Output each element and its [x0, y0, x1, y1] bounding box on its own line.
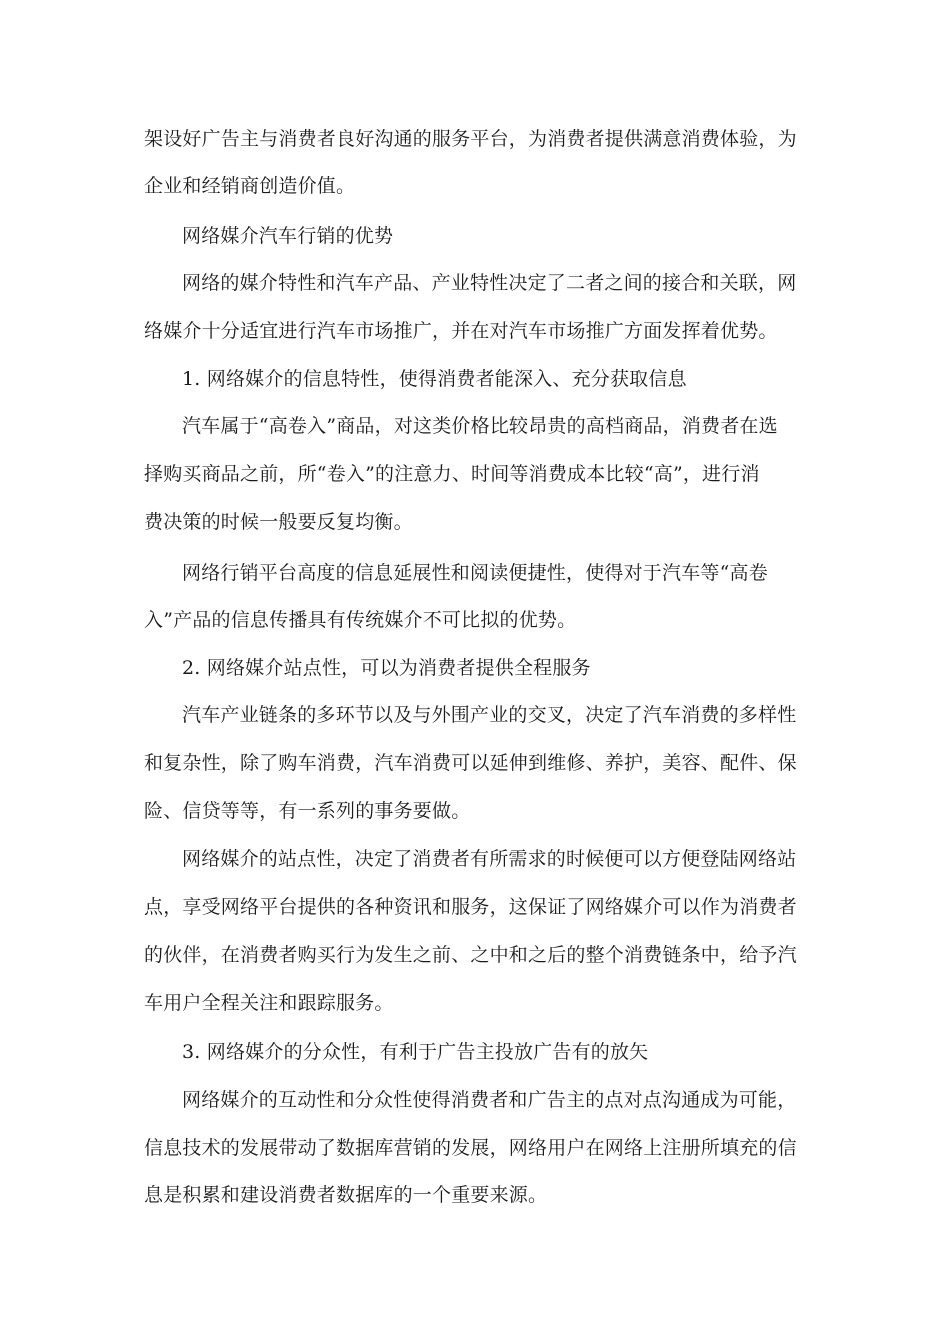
paragraph-line: 汽车属于“高卷入”商品，对这类价格比较昂贵的高档商品，消费者在选: [182, 415, 778, 437]
paragraph-line: 企业和经销商创造价值。: [144, 175, 356, 197]
paragraph-line: 息是积累和建设消费者数据库的一个重要来源。: [144, 1184, 548, 1206]
paragraph-line: 入”产品的信息传播具有传统媒介不可比拟的优势。: [144, 609, 577, 631]
paragraph-line: 和复杂性，除了购车消费，汽车消费可以延伸到维修、养护，美容、配件、保: [144, 752, 797, 774]
paragraph-line: 网络媒介的站点性，决定了消费者有所需求的时候便可以方便登陆网络站: [182, 848, 797, 870]
paragraph-line: 择购买商品之前，所“卷入”的注意力、时间等消费成本比较“高”，进行消: [144, 463, 760, 485]
paragraph-line: 信息技术的发展带动了数据库营销的发展，网络用户在网络上注册所填充的信: [144, 1137, 797, 1159]
paragraph-line: 车用户全程关注和跟踪服务。: [144, 992, 394, 1014]
paragraph-line: 点，享受网络平台提供的各种资讯和服务，这保证了网络媒介可以作为消费者: [144, 896, 797, 918]
paragraph-line: 费决策的时候一般要反复均衡。: [144, 511, 413, 533]
paragraph-line: 架设好广告主与消费者良好沟通的服务平台，为消费者提供满意消费体验，为: [144, 128, 797, 150]
paragraph-line: 络媒介十分适宜进行汽车市场推广，并在对汽车市场推广方面发挥着优势。: [144, 320, 778, 342]
paragraph-line: 的伙伴，在消费者购买行为发生之前、之中和之后的整个消费链条中，给予汽: [144, 944, 797, 966]
paragraph-line: 险、信贷等等，有一系列的事务要做。: [144, 800, 471, 822]
subheading-3: 3. 网络媒介的分众性，有利于广告主投放广告有的放矢: [182, 1041, 649, 1063]
paragraph-line: 网络媒介的互动性和分众性使得消费者和广告主的点对点沟通成为可能，: [182, 1089, 797, 1111]
section-heading: 网络媒介汽车行销的优势: [182, 225, 394, 247]
subheading-2: 2. 网络媒介站点性，可以为消费者提供全程服务: [182, 657, 591, 679]
paragraph-line: 汽车产业链条的多环节以及与外围产业的交叉，决定了汽车消费的多样性: [182, 704, 797, 726]
paragraph-line: 网络行销平台高度的信息延展性和阅读便捷性，使得对于汽车等“高卷: [182, 562, 768, 584]
subheading-1: 1. 网络媒介的信息特性，使得消费者能深入、充分获取信息: [182, 368, 687, 390]
paragraph-line: 网络的媒介特性和汽车产品、产业特性决定了二者之间的接合和关联，网: [182, 272, 797, 294]
